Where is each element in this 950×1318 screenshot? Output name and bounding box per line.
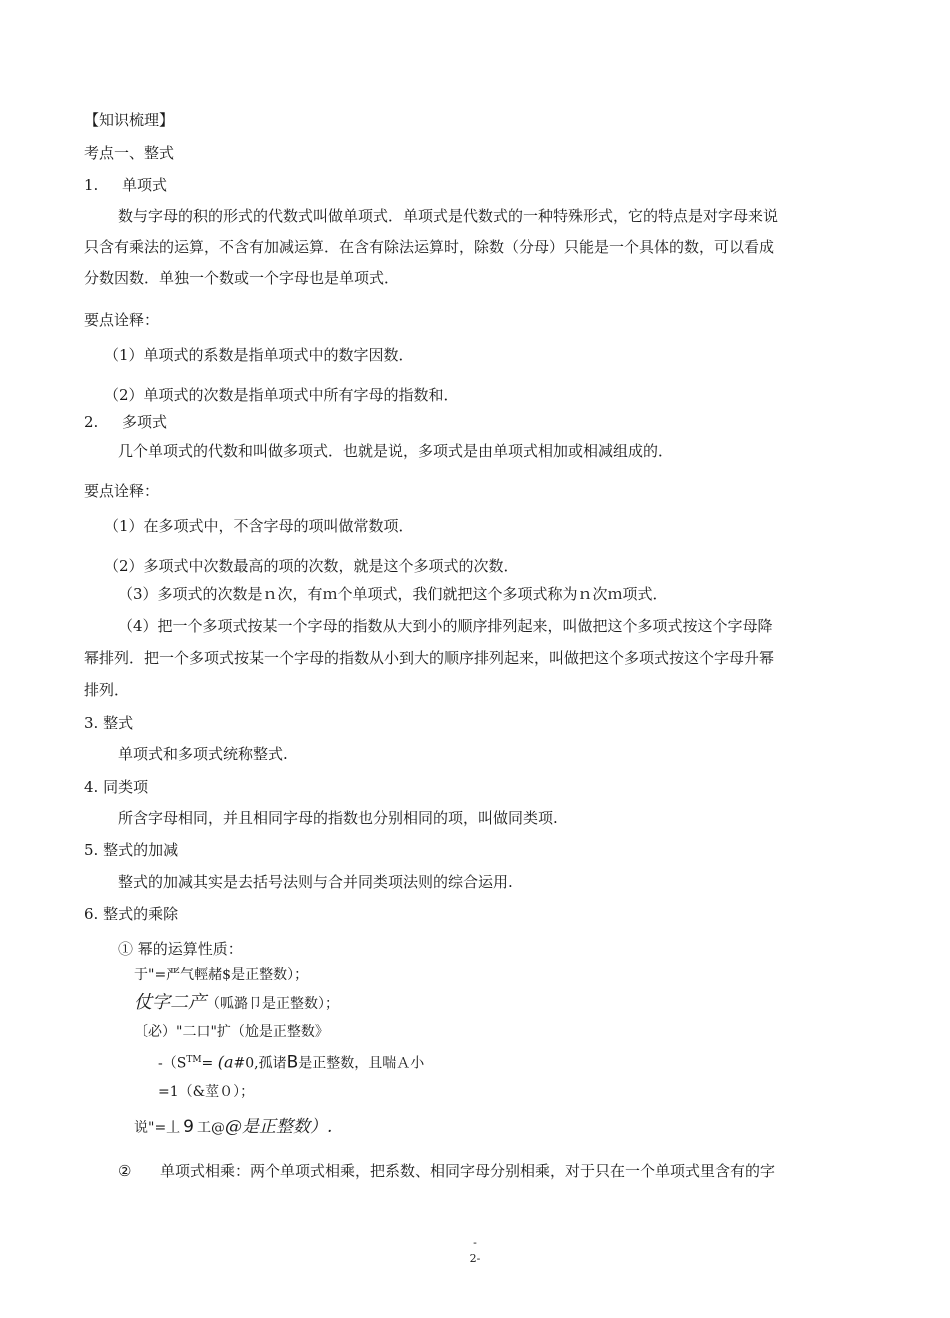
key-point: （2）多项式中次数最高的项的次数，就是这个多项式的次数． [104, 557, 519, 575]
formula-letter: B [286, 1052, 299, 1073]
formula-text: = [201, 1055, 218, 1072]
paragraph-line: 排列． [84, 681, 130, 699]
section-title: 单项式 [122, 176, 168, 194]
key-point: （2）单项式的次数是指单项式中所有字母的指数和． [104, 386, 459, 404]
paragraph-line: 幂排列．把一个多项式按某一个字母的指数从小到大的顺序排列起来，叫做把这个多项式按这个字母升幂 [84, 649, 775, 667]
section-header: 【知识梳理】 [84, 111, 175, 129]
formula-text: 工@ [197, 1120, 225, 1136]
formula-text: -（S [158, 1055, 187, 1072]
formula-italic: (a [217, 1052, 234, 1072]
formula-superscript: TM [186, 1055, 202, 1065]
section-number: 1. [84, 176, 99, 194]
formula-italic: 仗字二产 [134, 992, 206, 1013]
key-point: （1）单项式的系数是指单项式中的数字因数． [104, 346, 414, 364]
key-point: （4）把一个多项式按某一个字母的指数从大到小的顺序排列起来，叫做把这个多项式按这个字母降 [118, 617, 773, 635]
section-title: 6. 整式的乘除 [84, 905, 179, 923]
formula-line [158, 1050, 424, 1074]
paragraph-line: 单项式相乘：两个单项式相乘，把系数、相同字母分别相乘，对于只在一个单项式里含有的字 [160, 1162, 776, 1180]
key-point: （1）在多项式中，不含字母的项叫做常数项． [104, 517, 414, 535]
paragraph-line: 分数因数．单独一个数或一个字母也是单项式． [84, 269, 400, 287]
page-number: 2- [469, 1252, 481, 1265]
formula-text: #0,孤诸 [233, 1055, 287, 1072]
formula-text: 是正整数，且喘Ａ小 [298, 1055, 425, 1072]
section-title: 4. 同类项 [84, 778, 149, 796]
formula-text: 说"=丄 [134, 1120, 181, 1136]
paragraph-line: 单项式和多项式统称整式. [118, 745, 288, 763]
footer-dash: - [473, 1236, 477, 1249]
topic-heading: 考点一、整式 [84, 144, 175, 162]
sub-heading-number: ② [118, 1162, 132, 1180]
paragraph-line: 整式的加减其实是去括号法则与合并同类项法则的综合运用. [118, 873, 513, 891]
formula-number: 9 [183, 1117, 194, 1137]
key-points-label: 要点诠释： [84, 482, 160, 500]
section-title: 3. 整式 [84, 714, 134, 732]
sub-heading: ① 幂的运算性质： [118, 940, 243, 958]
formula-text: （呱潞卩是正整数）； [206, 996, 339, 1012]
paragraph-line: 数与字母的积的形式的代数式叫做单项式．单项式是代数式的一种特殊形式，它的特点是对字母来说 [118, 207, 779, 225]
paragraph-line: 几个单项式的代数和叫做多项式．也就是说，多项式是由单项式相加或相减组成的． [118, 442, 674, 460]
formula-line [134, 993, 339, 1014]
key-points-label: 要点诠释： [84, 311, 160, 329]
section-title: 5. 整式的加减 [84, 841, 179, 859]
paragraph-line: 只含有乘法的运算，不含有加减运算．在含有除法运算时，除数（分母）只能是一个具体的数，可以看成 [84, 238, 775, 256]
section-number: 2. [84, 413, 99, 431]
formula-line: 〔必）"二口"扩（尬是正整数》 [134, 1024, 329, 1040]
paragraph-line: 所含字母相同，并且相同字母的指数也分别相同的项，叫做同类项. [118, 809, 558, 827]
formula-line: 于"=严气輕赭$是正整数）； [134, 967, 309, 983]
section-title: 多项式 [122, 413, 168, 431]
formula-line [134, 1117, 332, 1138]
formula-line: =1（&莖０）； [158, 1084, 255, 1100]
key-point: （3）多项式的次数是ｎ次，有ｍ个单项式，我们就把这个多项式称为ｎ次ｍ项式． [118, 585, 668, 603]
formula-italic: @是正整数）. [225, 1117, 333, 1137]
